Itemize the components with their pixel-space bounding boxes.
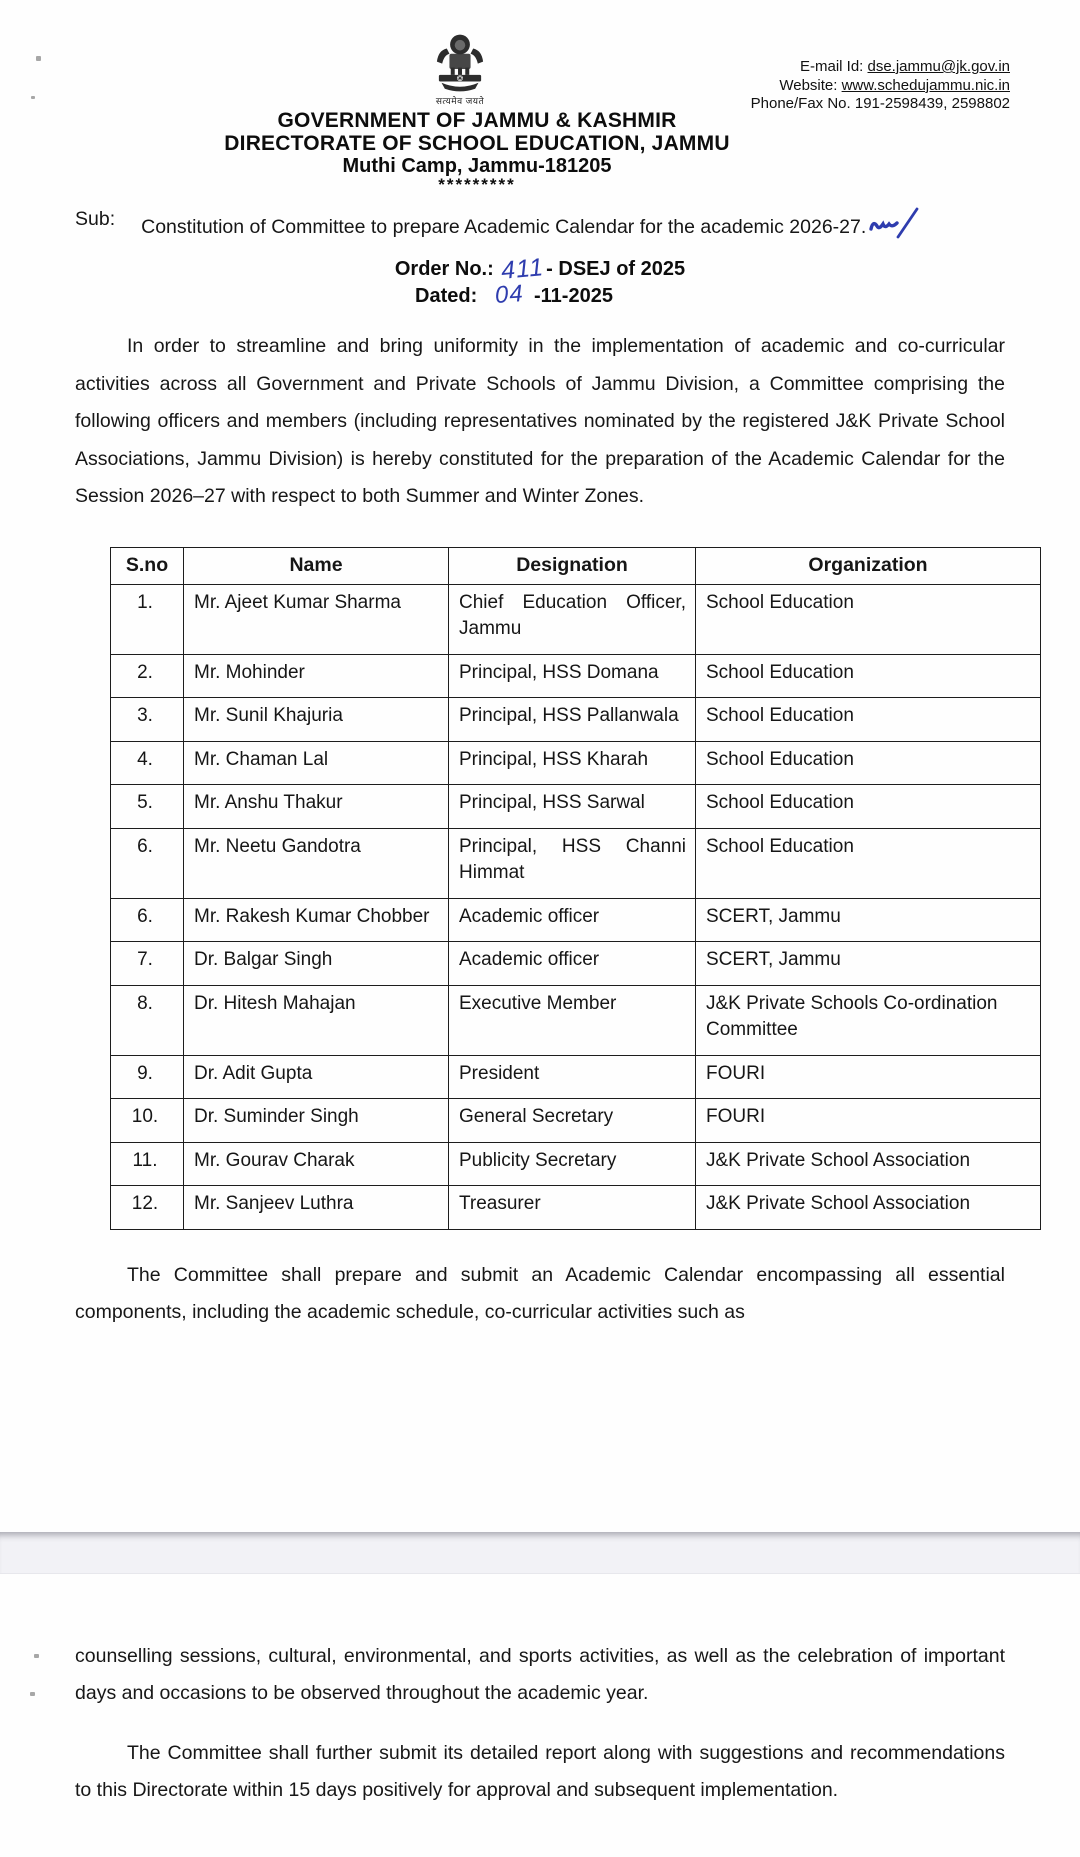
emblem-motto: सत्यमेव जयते [435,96,485,106]
subject-text [141,206,1008,242]
table-row [111,828,1041,898]
table-cell: 4. [111,741,184,785]
national-emblem-icon [421,30,499,106]
table-cell: Mr. Sanjeev Luthra [184,1186,449,1230]
table-cell: 6. [111,828,184,898]
table-cell: Academic officer [449,898,696,942]
table-cell: 2. [111,654,184,698]
table-cell: SCERT, Jammu [696,942,1041,986]
table-cell: School Education [696,741,1041,785]
letterhead [0,0,1080,200]
order-date-label: Dated: [415,285,478,307]
body-paragraph-3: The Committee shall further submit its detailed report along with suggestions and recommendations to this Directorate within 15 days positively for approval and subsequent implementation. [75,1742,1005,1801]
column-header-sno: S.no [111,547,184,584]
table-row [111,898,1041,942]
table-cell: Mr. Chaman Lal [184,741,449,785]
email-address: dse.jammu@jk.gov.in [867,58,1010,75]
table-row [111,1099,1041,1143]
column-header-organization: Organization [696,547,1041,584]
table-cell: Chief Education Officer, Jammu [449,584,696,654]
contact-website-line [751,77,1010,96]
table-cell: J&K Private School Association [696,1142,1041,1186]
scan-speck [30,1692,35,1696]
table-row [111,584,1041,654]
table-cell: Mr. Rakesh Kumar Chobber [184,898,449,942]
address-line: Muthi Camp, Jammu-181205 [342,155,612,177]
order-number-label: Order No.: [394,258,500,280]
table-row [111,654,1041,698]
contact-block [751,58,1010,114]
table-cell: 3. [111,698,184,742]
subject-text-content: Constitution of Committee to prepare Academic Calendar for the academic 2026-27. [141,216,867,238]
table-cell: SCERT, Jammu [696,898,1041,942]
order-block [0,255,1080,309]
table-cell: 7. [111,942,184,986]
table-cell: J&K Private Schools Co-ordination Committee [696,985,1041,1055]
handwritten-scribble-tick-icon [867,206,921,242]
page-break-gap [0,1532,1080,1574]
contact-email-line [751,58,1010,77]
asterisk-separator: ********* [438,175,516,194]
body-paragraph-2-page2: counselling sessions, cultural, environmental, and sports activities, as well as the celebration of important days and occasions to be observed throughout the academic year. [75,1645,1005,1704]
table-cell: School Education [696,584,1041,654]
column-header-designation: Designation [449,547,696,584]
table-cell: School Education [696,828,1041,898]
table-row [111,698,1041,742]
government-title: GOVERNMENT OF JAMMU & KASHMIR [277,109,677,132]
table-cell: Dr. Adit Gupta [184,1055,449,1099]
table-cell: Principal, HSS Kharah [449,741,696,785]
table-row [111,985,1041,1055]
table-cell: Mr. Neetu Gandotra [184,828,449,898]
table-cell: Dr. Balgar Singh [184,942,449,986]
body-paragraph-2-page1: The Committee shall prepare and submit an Academic Calendar encompassing all essential components, including the academic schedule, co-curricular activities such as [75,1263,1005,1323]
table-row [111,942,1041,986]
order-date-suffix: -11-2025 [533,285,613,307]
table-cell: Academic officer [449,942,696,986]
table-cell: Principal, HSS Domana [449,654,696,698]
order-number-suffix: - DSEJ of 2025 [546,258,686,280]
table-cell: J&K Private School Association [696,1186,1041,1230]
table-cell: School Education [696,654,1041,698]
table-cell: 1. [111,584,184,654]
email-label: E-mail Id: [799,58,868,75]
directorate-title: DIRECTORATE OF SCHOOL EDUCATION, JAMMU [224,131,730,155]
order-number-line [0,253,1080,285]
table-cell: FOURI [696,1055,1041,1099]
handwritten-date: 04 [494,280,525,309]
ashoka-lions-graphic [423,30,497,96]
table-cell: Treasurer [449,1186,696,1230]
table-row [111,1186,1041,1230]
table-header-row [111,547,1041,584]
table-cell: 8. [111,985,184,1055]
table-cell: 9. [111,1055,184,1099]
table-cell: Mr. Anshu Thakur [184,785,449,829]
order-date-line [0,282,1080,309]
table-cell: FOURI [696,1099,1041,1143]
table-cell: 6. [111,898,184,942]
table-cell: Mr. Mohinder [184,654,449,698]
website-label: Website: [779,76,842,94]
column-header-name: Name [184,547,449,584]
website-address: www.schedujammu.nic.in [841,76,1010,94]
table-cell: General Secretary [449,1099,696,1143]
table-cell: 12. [111,1186,184,1230]
table-cell: 11. [111,1142,184,1186]
body-paragraph-1: In order to streamline and bring uniformity in the implementation of academic and co-curricular activities across all Government and Private Schools of Jammu Division, a Committee comprising the following officers and members (including representatives nominated by the registered J&K Private School Associations, Jammu Division) is hereby constituted for the preparation of the Academic Calendar for the Session 2026–27 with respect to both Summer and Winter Zones. [75,335,1005,507]
table-row [111,741,1041,785]
contact-phone-line: Phone/Fax No. 191-2598439, 2598802 [750,95,1010,112]
table-cell: Principal, HSS Channi Himmat [449,828,696,898]
table-row [111,785,1041,829]
table-row [111,1142,1041,1186]
table-cell: Publicity Secretary [449,1142,696,1186]
table-cell: Mr. Ajeet Kumar Sharma [184,584,449,654]
table-cell: Mr. Gourav Charak [184,1142,449,1186]
subject-label: Sub: [75,208,116,230]
table-cell: Dr. Suminder Singh [184,1099,449,1143]
table-cell: Executive Member [449,985,696,1055]
committee-table [110,547,1041,1230]
table-cell: President [449,1055,696,1099]
table-cell: Principal, HSS Sarwal [449,785,696,829]
subject-line [75,206,1008,242]
table-row [111,1055,1041,1099]
table-header [111,547,1041,584]
table-cell: Dr. Hitesh Mahajan [184,985,449,1055]
table-cell: Principal, HSS Pallanwala [449,698,696,742]
table-cell: 5. [111,785,184,829]
table-cell: 10. [111,1099,184,1143]
org-heading [0,110,954,193]
table-cell: School Education [696,785,1041,829]
document-page-2 [0,1574,1080,1857]
table-cell: School Education [696,698,1041,742]
scan-speck [34,1654,39,1658]
table-cell: Mr. Sunil Khajuria [184,698,449,742]
handwritten-order-number: 411 [500,253,546,285]
committee-table-body [111,584,1041,1229]
